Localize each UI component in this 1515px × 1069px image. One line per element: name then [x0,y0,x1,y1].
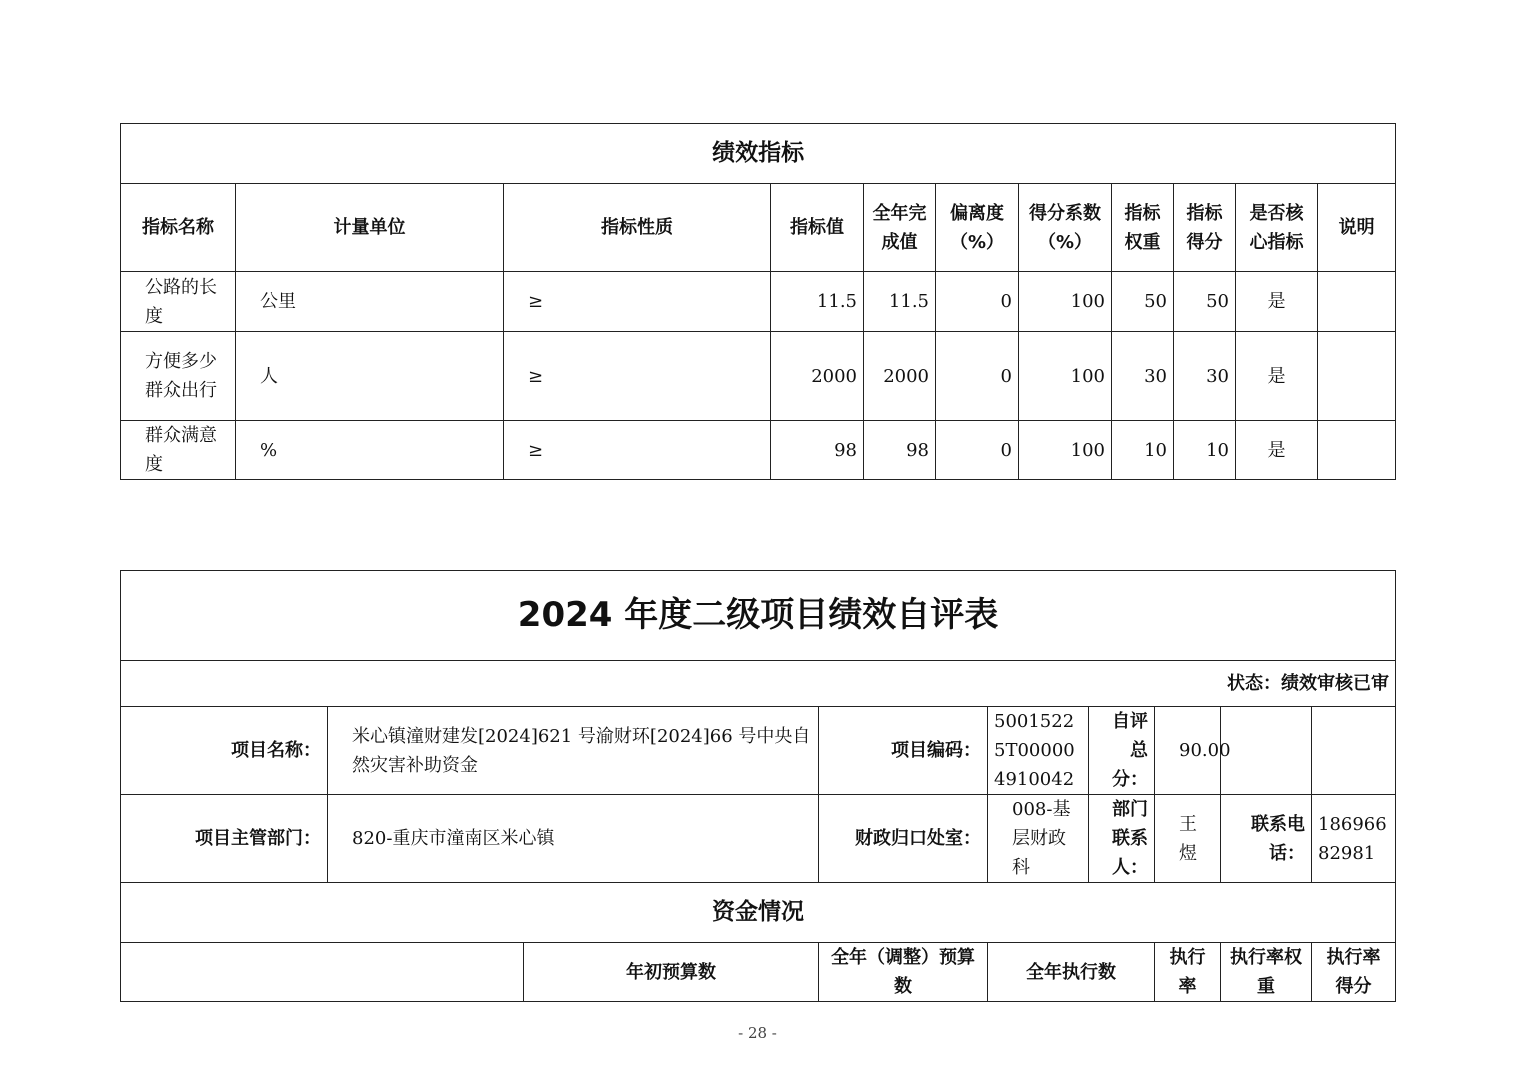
indicator-weight: 50 [1112,272,1174,332]
indicator-name: 公路的长度 [121,272,236,332]
funds-header-exec-score: 执行率得分 [1312,943,1396,1002]
header-note: 说明 [1318,184,1396,272]
empty-cell [1312,707,1396,795]
indicator-deviation: 0 [936,421,1019,480]
table-row [121,272,1396,332]
indicator-core: 是 [1236,332,1318,421]
section-title-funds: 资金情况 [121,883,1396,943]
indicator-coef: 100 [1019,332,1112,421]
self-score-value: 90.00 [1155,707,1221,795]
dept-label: 项目主管部门： [121,795,328,883]
header-nature: 指标性质 [504,184,771,272]
indicator-target: 98 [771,421,864,480]
header-unit: 计量单位 [236,184,504,272]
funds-header-initial-budget: 年初预算数 [524,943,819,1002]
header-actual: 全年完成值 [864,184,936,272]
header-weight: 指标权重 [1112,184,1174,272]
indicator-nature: ≥ [504,272,771,332]
indicator-unit: 人 [236,332,504,421]
indicator-actual: 2000 [864,332,936,421]
indicator-score: 50 [1174,272,1236,332]
funds-header-empty [121,943,524,1002]
performance-indicator-table [120,123,1396,480]
section-title-performance: 绩效指标 [121,124,1396,184]
finance-office-value: 008-基层财政科 [988,795,1089,883]
indicator-weight: 10 [1112,421,1174,480]
page-number: - 28 - [738,1024,777,1042]
indicator-core: 是 [1236,421,1318,480]
table-row [121,332,1396,421]
phone-label: 联系电话： [1221,795,1312,883]
project-name-value: 米心镇潼财建发[2024]621 号渝财环[2024]66 号中央自然灾害补助资金 [328,707,819,795]
finance-office-label: 财政归口处室： [819,795,988,883]
indicator-unit: % [236,421,504,480]
self-evaluation-table [120,570,1396,1002]
project-name-label: 项目名称： [121,707,328,795]
header-coef: 得分系数（%） [1019,184,1112,272]
indicator-actual: 98 [864,421,936,480]
project-code-value: 50015225T000004910042 [988,707,1089,795]
indicator-score: 30 [1174,332,1236,421]
form-title: 2024 年度二级项目绩效自评表 [121,571,1396,661]
indicator-score: 10 [1174,421,1236,480]
header-indicator-name: 指标名称 [121,184,236,272]
indicator-nature: ≥ [504,332,771,421]
contact-label: 部门联系人： [1089,795,1155,883]
project-code-label: 项目编码： [819,707,988,795]
indicator-actual: 11.5 [864,272,936,332]
indicator-note [1318,272,1396,332]
status-text: 状态：绩效审核已审 [121,661,1396,707]
indicator-target: 11.5 [771,272,864,332]
indicator-name: 群众满意度 [121,421,236,480]
indicator-weight: 30 [1112,332,1174,421]
self-score-label: 自评总分： [1089,707,1155,795]
contact-value: 王煜 [1155,795,1221,883]
dept-value: 820-重庆市潼南区米心镇 [328,795,819,883]
indicator-nature: ≥ [504,421,771,480]
header-deviation: 偏离度（%） [936,184,1019,272]
header-score: 指标得分 [1174,184,1236,272]
phone-value: 18696682981 [1312,795,1396,883]
indicator-unit: 公里 [236,272,504,332]
funds-header-exec-rate: 执行率 [1155,943,1221,1002]
funds-header-exec-weight: 执行率权重 [1221,943,1312,1002]
empty-cell [1221,707,1312,795]
funds-header-executed: 全年执行数 [988,943,1155,1002]
indicator-deviation: 0 [936,332,1019,421]
indicator-target: 2000 [771,332,864,421]
indicator-note [1318,332,1396,421]
indicator-coef: 100 [1019,421,1112,480]
indicator-name: 方便多少群众出行 [121,332,236,421]
indicator-coef: 100 [1019,272,1112,332]
header-target: 指标值 [771,184,864,272]
indicator-deviation: 0 [936,272,1019,332]
funds-header-adjusted-budget: 全年（调整）预算数 [819,943,988,1002]
header-core: 是否核心指标 [1236,184,1318,272]
table-row [121,421,1396,480]
indicator-note [1318,421,1396,480]
indicator-core: 是 [1236,272,1318,332]
